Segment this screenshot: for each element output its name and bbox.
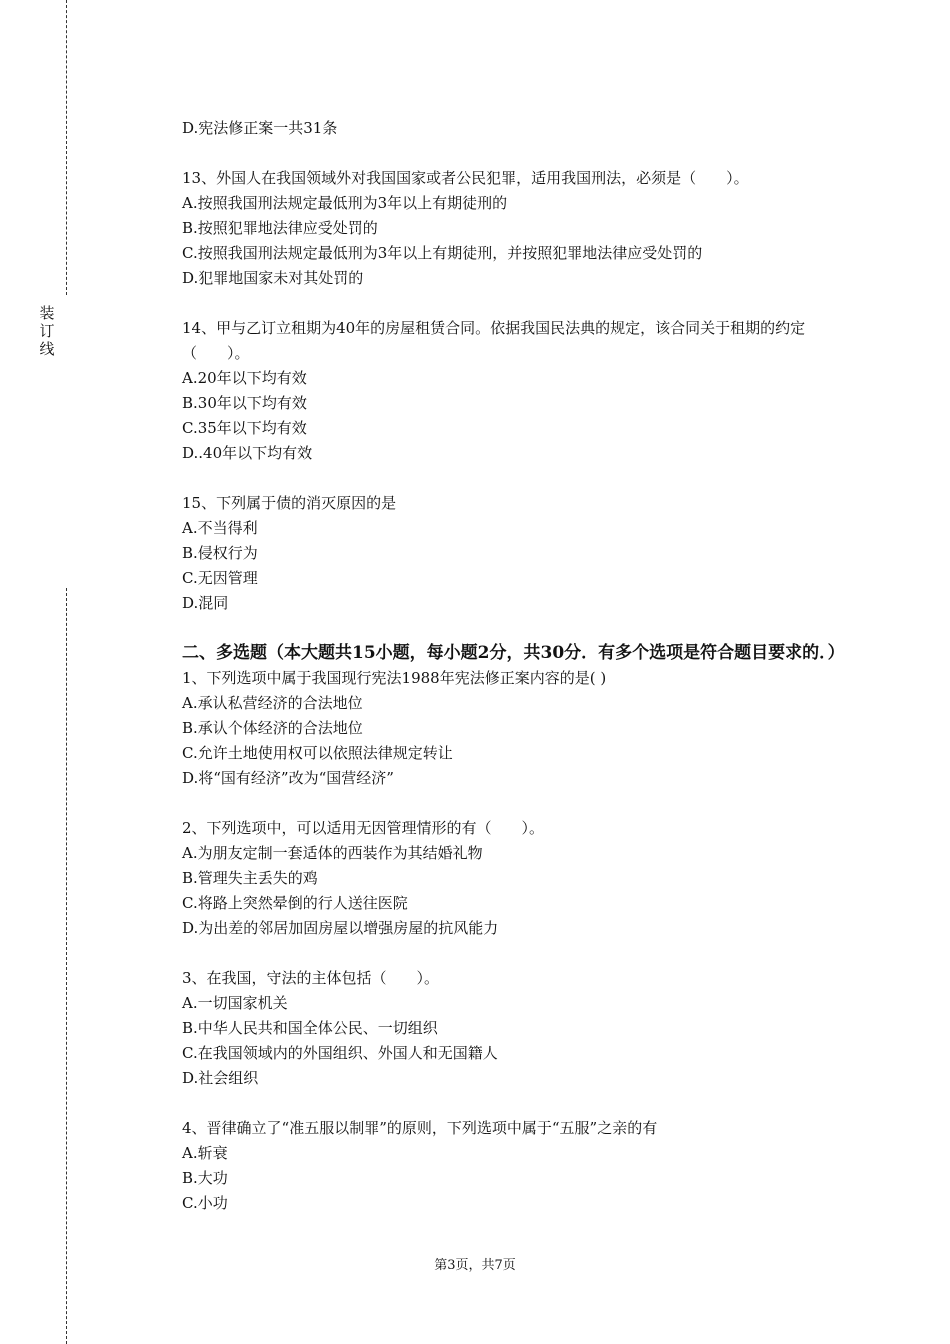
option-a: A.20年以下均有效	[182, 369, 307, 387]
option-a: A.为朋友定制一套适体的西装作为其结婚礼物	[182, 844, 483, 862]
question-stem: 2、下列选项中，可以适用无因管理情形的有（ ）。	[182, 819, 545, 837]
question-stem: 4、晋律确立了“准五服以制罪”的原则，下列选项中属于“五服”之亲的有	[182, 1119, 658, 1137]
option-c: C.小功	[182, 1194, 228, 1212]
option-d: D.为出差的邻居加固房屋以增强房屋的抗风能力	[182, 919, 499, 937]
option-c: C.将路上突然晕倒的行人送往医院	[182, 894, 408, 912]
binding-char-1: 装	[39, 304, 55, 322]
question-stem: 3、在我国，守法的主体包括（ ）。	[182, 969, 440, 987]
question-stem: 13、外国人在我国领域外对我国国家或者公民犯罪，适用我国刑法，必须是（ ）。	[182, 169, 749, 187]
binding-char-2: 订	[39, 322, 55, 340]
option-b: B.30年以下均有效	[182, 394, 307, 412]
option-d: D.混同	[182, 594, 229, 612]
page-number-footer: 第3页，共7页	[434, 1258, 516, 1273]
option-b: B.侵权行为	[182, 544, 258, 562]
binding-dashed-line-top	[66, 0, 67, 295]
question-stem: 14、甲与乙订立租期为40年的房屋租赁合同。依据我国民法典的规定，该合同关于租期的约定（ ）。	[182, 319, 806, 362]
option-b: B.中华人民共和国全体公民、一切组织	[182, 1019, 438, 1037]
option-a: A.按照我国刑法规定最低刑为3年以上有期徒刑的	[182, 194, 508, 212]
option-c: C.按照我国刑法规定最低刑为3年以上有期徒刑，并按照犯罪地法律应受处罚的	[182, 244, 703, 262]
option-b: B.承认个体经济的合法地位	[182, 719, 363, 737]
option-c: C.无因管理	[182, 569, 258, 587]
option-a: A.一切国家机关	[182, 994, 288, 1012]
mc-question-1	[182, 666, 842, 791]
carryover-question	[182, 116, 842, 141]
option-d: D.犯罪地国家未对其处罚的	[182, 269, 364, 287]
option-a: A.不当得利	[182, 519, 258, 537]
option-a: A.承认私营经济的合法地位	[182, 694, 363, 712]
option-d: D..40年以下均有效	[182, 444, 313, 462]
question-13	[182, 166, 842, 291]
section-heading-multiple-choice: 二、多选题（本大题共15小题，每小题2分，共30分．有多个选项是符合题目要求的．）	[182, 643, 845, 663]
option-d: D.宪法修正案一共31条	[182, 119, 338, 137]
option-b: B.按照犯罪地法律应受处罚的	[182, 219, 378, 237]
binding-char-3: 线	[39, 340, 55, 358]
option-b: B.管理失主丢失的鸡	[182, 869, 318, 887]
question-15	[182, 491, 842, 616]
exam-content	[182, 116, 845, 1216]
option-c: C.在我国领域内的外国组织、外国人和无国籍人	[182, 1044, 498, 1062]
question-stem: 1、下列选项中属于我国现行宪法1988年宪法修正案内容的是( )	[182, 669, 607, 687]
question-14	[182, 316, 842, 466]
mc-question-4	[182, 1116, 842, 1216]
question-stem: 15、下列属于债的消灭原因的是	[182, 494, 397, 512]
mc-question-2	[182, 816, 842, 941]
option-c: C.允许土地使用权可以依照法律规定转让	[182, 744, 453, 762]
option-b: B.大功	[182, 1169, 228, 1187]
option-d: D.将“国有经济”改为“国营经济”	[182, 769, 394, 787]
option-a: A.斩衰	[182, 1144, 228, 1162]
binding-line-label	[37, 304, 57, 358]
binding-dashed-line-bottom	[66, 588, 67, 1344]
option-d: D.社会组织	[182, 1069, 259, 1087]
option-c: C.35年以下均有效	[182, 419, 307, 437]
mc-question-3	[182, 966, 842, 1091]
